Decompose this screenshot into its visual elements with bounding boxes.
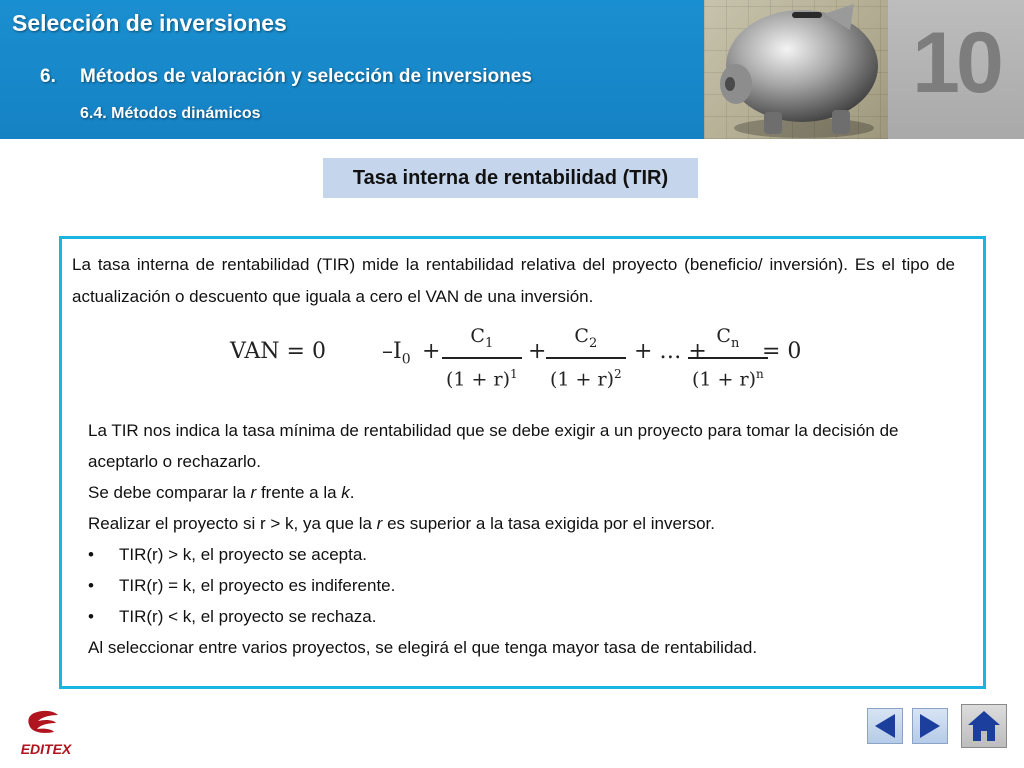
bullet-dot: • (88, 545, 94, 564)
home-button[interactable] (961, 704, 1007, 748)
slide-header (0, 0, 1024, 139)
bullet-indifferent (88, 570, 958, 601)
term-n-c: C (716, 325, 731, 347)
term-1-den: (1 + r) (446, 368, 510, 391)
home-icon (966, 709, 1002, 743)
bullet-reject (88, 601, 958, 632)
p3-pre: Realizar el proyecto si r > k, ya que la (88, 514, 377, 533)
formula-initial-investment (382, 339, 411, 367)
formula-term-2 (546, 323, 626, 392)
bullet-accept-text: TIR(r) > k, el proyecto se acepta. (119, 545, 368, 564)
content-frame (59, 236, 986, 689)
tir-paragraph-3 (88, 508, 958, 539)
tir-explanation (88, 415, 958, 663)
term-1-c-sub: 1 (484, 335, 494, 351)
tir-paragraph-2 (88, 477, 958, 508)
formula-equals-zero: = 0 (762, 339, 802, 364)
section-title-text: Métodos de valoración y selección de inversiones (80, 66, 532, 87)
formula-term-n-denominator (688, 357, 768, 392)
prev-slide-button[interactable] (867, 708, 903, 744)
term-n-c-sub: n (730, 335, 740, 351)
p2-end: . (349, 483, 355, 502)
formula-term-1-numerator (466, 323, 497, 357)
piggy-bank-icon (704, 0, 888, 139)
term-n-exp: n (756, 366, 764, 381)
formula-van-equals-zero: VAN = 0 (230, 339, 326, 364)
bullet-accept (88, 539, 958, 570)
slide-title: Tasa interna de rentabilidad (TIR) (323, 158, 698, 198)
chapter-number: 10 (912, 15, 1000, 111)
header-banner (0, 0, 704, 139)
formula-term-n (688, 323, 768, 392)
term-2-c-sub: 2 (588, 335, 598, 351)
section-number: 6. (40, 66, 56, 87)
bullet-dot: • (88, 607, 94, 626)
intro-paragraph: La tasa interna de rentabilidad (TIR) mide la rentabilidad relativa del proyecto (beneficio/ inversión). Es el tipo de actualización o descuento que iguala a cero el VAN de una inversión. (72, 255, 955, 306)
piggy-bank-image (704, 0, 888, 139)
p3-end: es superior a la tasa exigida por el inversor. (382, 514, 715, 533)
formula-plus-2: + (528, 339, 547, 364)
bullet-dot: • (88, 576, 94, 595)
presentation-title: Selección de inversiones (12, 10, 287, 36)
arrow-left-icon (873, 713, 897, 739)
term-1-exp: 1 (510, 366, 518, 381)
next-slide-button[interactable] (912, 708, 948, 744)
p2-pre: Se debe comparar la (88, 483, 251, 502)
term-2-exp: 2 (614, 366, 622, 381)
tir-closing: Al seleccionar entre varios proyectos, se elegirá el que tenga mayor tasa de rentabilidad. (88, 638, 758, 657)
formula-neg-i: –I (382, 339, 402, 364)
van-formula (62, 319, 983, 391)
formula-plus-1: + (422, 339, 441, 364)
p2-r: r (250, 483, 257, 502)
formula-term-1 (442, 323, 522, 392)
p3-r: r (376, 514, 383, 533)
bullet-indifferent-text: TIR(r) = k, el proyecto es indiferente. (119, 576, 396, 595)
p2-mid: frente a la (256, 483, 342, 502)
formula-term-1-denominator (442, 357, 522, 392)
arrow-right-icon (918, 713, 942, 739)
subsection-title: 6.4. Métodos dinámicos (80, 105, 261, 122)
formula-term-2-denominator (546, 357, 626, 392)
term-2-den: (1 + r) (550, 368, 614, 391)
formula-term-2-numerator (570, 323, 601, 357)
term-n-den: (1 + r) (692, 368, 756, 391)
chapter-number-box (888, 0, 1024, 139)
bullet-reject-text: TIR(r) < k, el proyecto se rechaza. (119, 607, 377, 626)
p2-k: k (341, 483, 350, 502)
editex-logo-icon (10, 707, 82, 759)
section-title (40, 66, 532, 88)
term-1-c: C (470, 325, 485, 347)
formula-term-n-numerator (712, 323, 743, 357)
editex-logo-text: EDITEX (20, 741, 72, 757)
formula-neg-i-sub: 0 (401, 351, 411, 368)
tir-paragraph-1: La TIR nos indica la tasa mínima de rentabilidad que se debe exigir a un proyecto para tomar la decisión de aceptarlo o rechazarlo. (88, 421, 899, 471)
term-2-c: C (574, 325, 589, 347)
formula-ellipsis: + … + (634, 339, 707, 364)
editex-logo (10, 707, 82, 759)
